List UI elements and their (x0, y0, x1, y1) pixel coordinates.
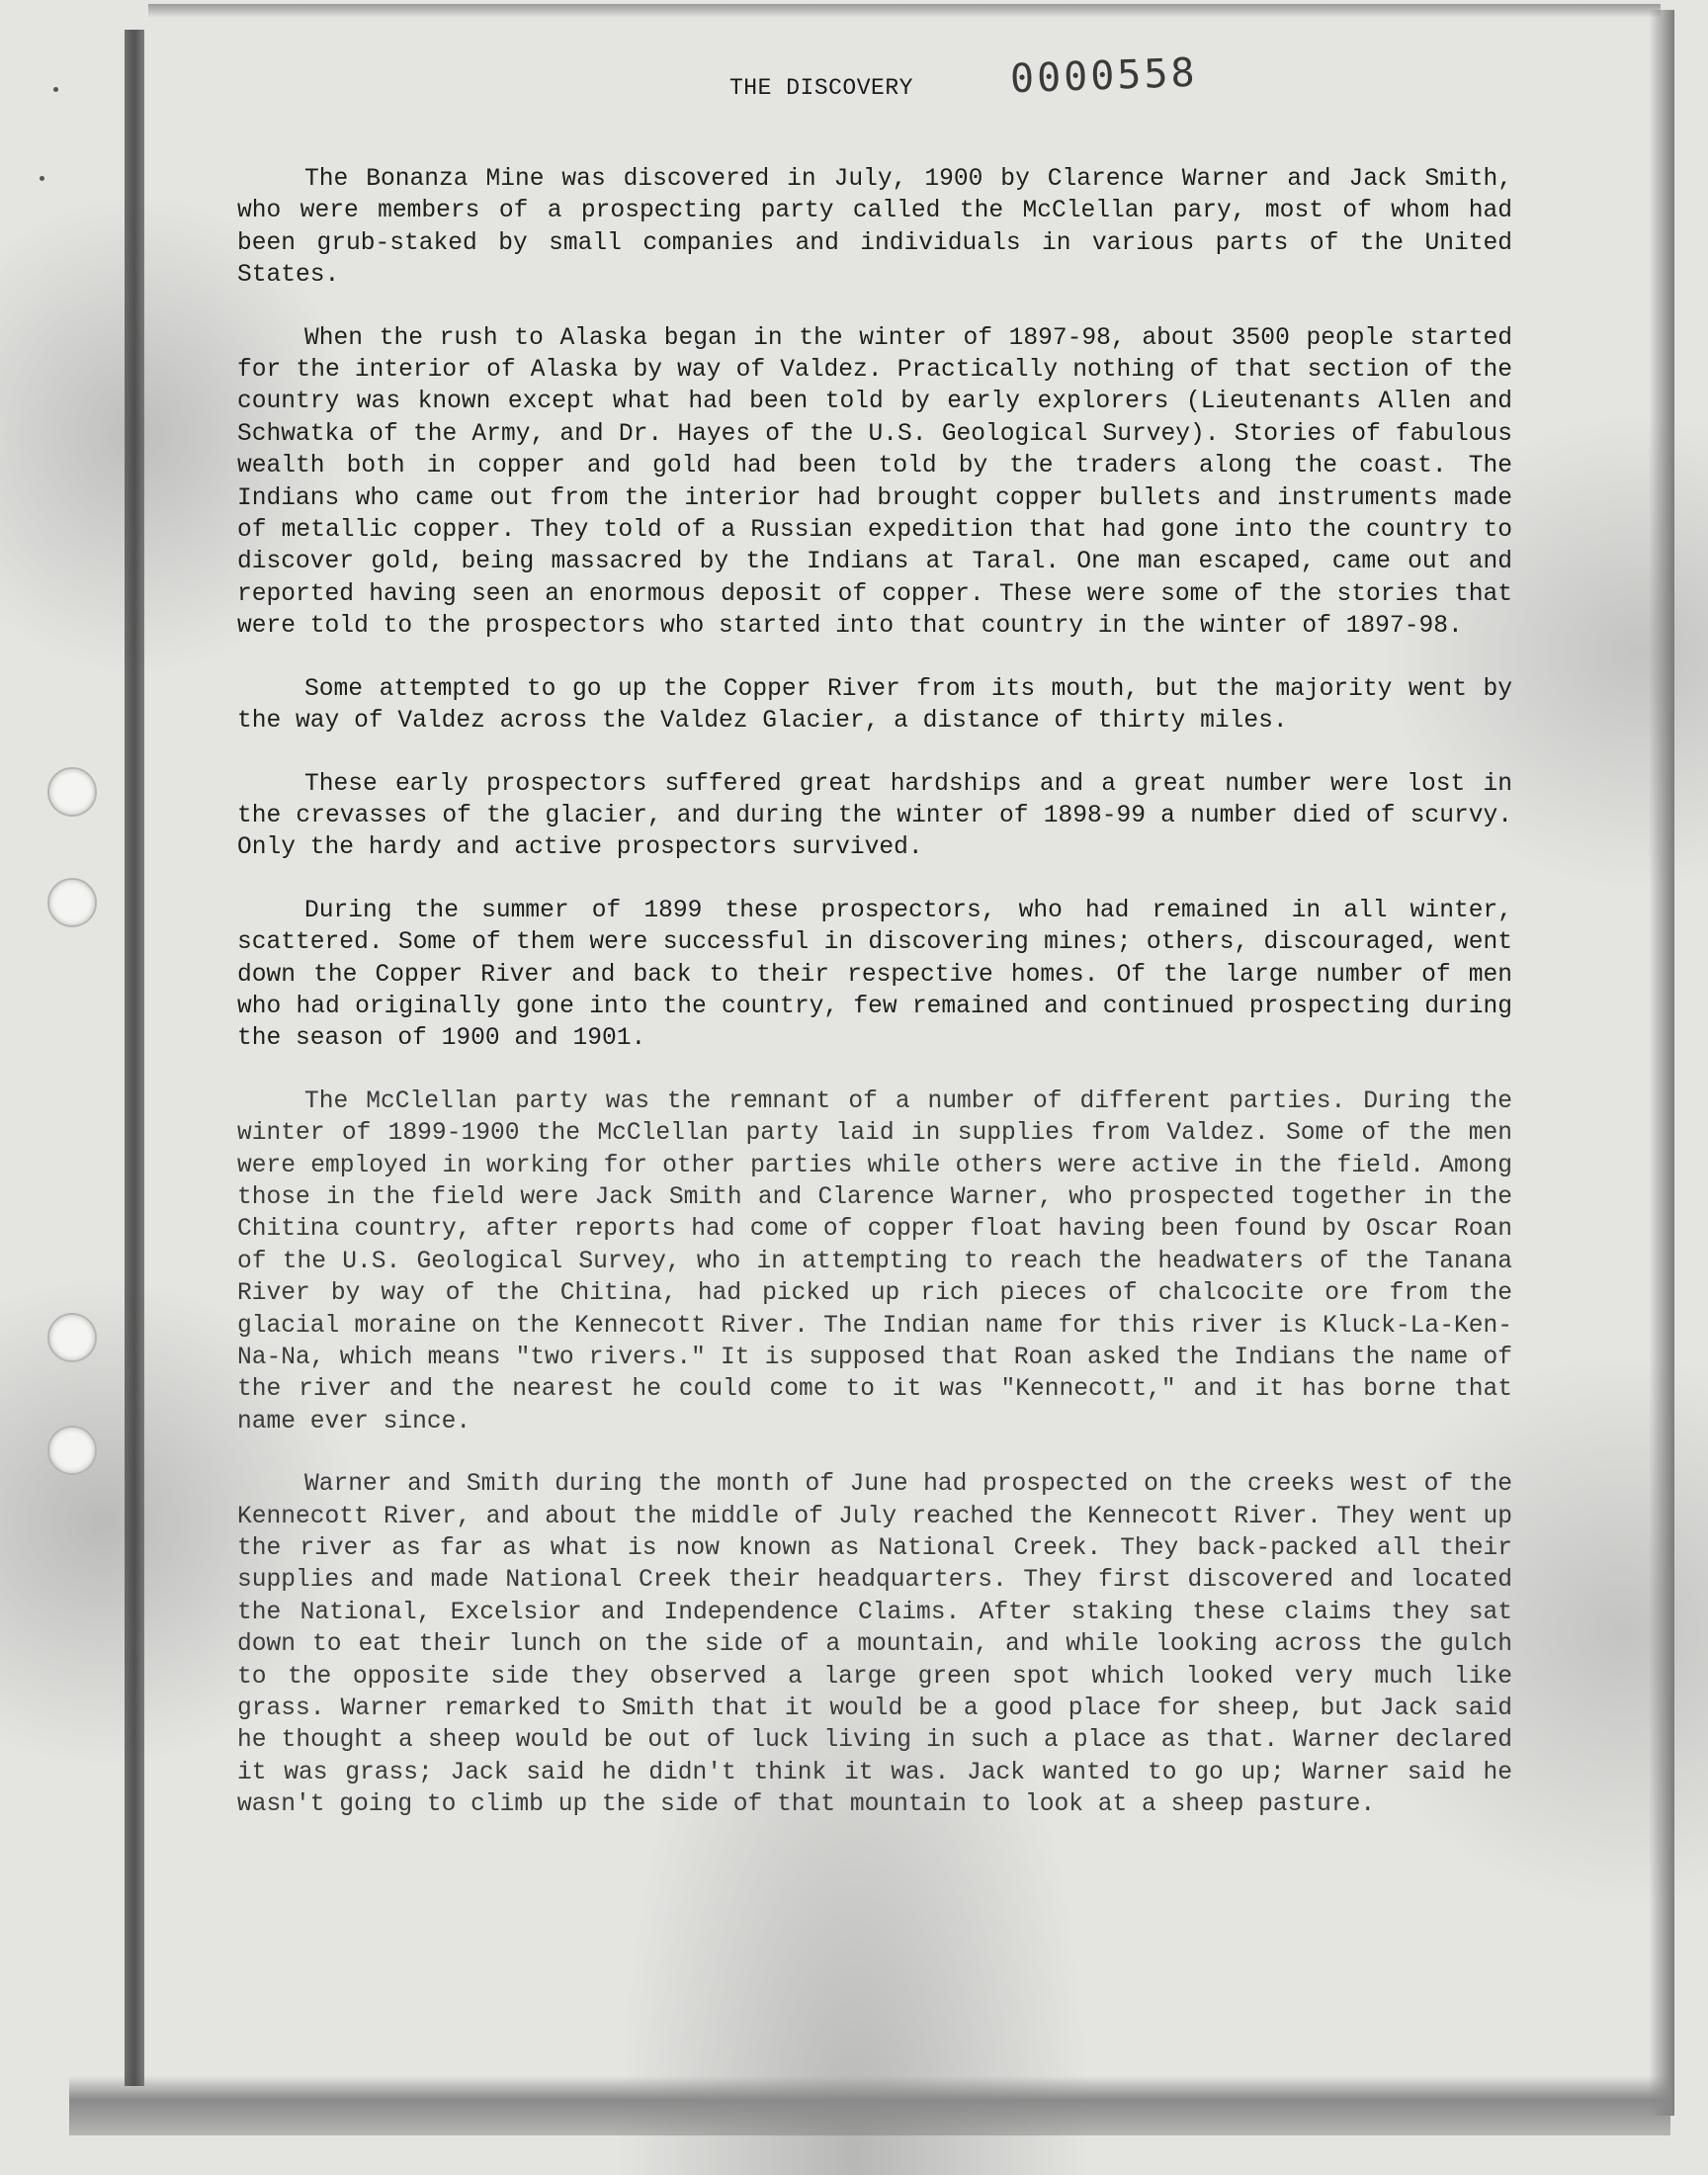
paragraph: When the rush to Alaska began in the winter of 1897-98, about 3500 people started for the interior of Alaska by way of Valdez. Practically nothing of that section of the country was known except what had been told by early explorers (Lieutenants Allen and Schwatka of the Army, and Dr. Hayes of the U.S. Geological Survey). Stories of fabulous wealth both in copper and gold had been told by the traders along the coast. The Indians who came out from the interior had brought copper bullets and instruments made of metallic copper. They told of a Russian expedition that had gone into the country to discover gold, being massacred by the Indians at Taral. One man escaped, came out and reported having seen an enormous deposit of copper. These were some of the stories that were told to the prospectors who started into that country in the winter of 1897-98. (237, 324, 1512, 641)
page-title: THE DISCOVERY (729, 75, 913, 101)
punch-hole (47, 1426, 97, 1475)
top-scan-shadow (148, 4, 1661, 18)
paragraph: During the summer of 1899 these prospectors, who had remained in all winter, scattered. Some of them were successful in discovering mines; others, discouraged, went down the Copper River and back to their respective homes. Of the large number of men who had originally gone into the country, few remained and continued prospecting during the season of 1900 and 1901. (237, 897, 1512, 1053)
punch-hole (47, 1313, 97, 1362)
punch-hole (47, 767, 97, 817)
paragraph: Some attempted to go up the Copper River from its mouth, but the majority went by the way of Valdez across the Valdez Glacier, a distance of thirty miles. (237, 675, 1512, 736)
right-scan-shadow (1649, 10, 1674, 2116)
dust-speck (40, 176, 44, 181)
paragraph: Warner and Smith during the month of June had prospected on the creeks west of the Kennecott River, and about the middle of July reached the Kennecott River. They went up the river as far as what is now known as National Creek. They back-packed all their supplies and made National Creek their headquarters. They first discovered and located the National, Excelsior and Independence Claims. After staking these claims they sat down to eat their lunch on the side of a mountain, and while looking across the gulch to the opposite side they observed a large green spot which looked very much like grass. Warner remarked to Smith that it would be a good place for sheep, but Jack said he thought a sheep would be out of luck living in such a place as that. Warner declared it was grass; Jack said he didn't think it was. Jack wanted to go up; Warner said he wasn't going to climb up the side of that mountain to look at a sheep pasture. (237, 1471, 1512, 1819)
paragraph: These early prospectors suffered great hardships and a great number were lost in the crevasses of the glacier, and during the winter of 1898-99 a number died of scurvy. Only the hardy and active prospectors survived. (237, 770, 1512, 862)
body-text (237, 164, 1512, 1853)
punch-hole (47, 878, 97, 927)
bottom-scan-shadow (69, 2076, 1670, 2135)
paragraph: The McClellan party was the remnant of a number of different parties. During the winter of 1899-1900 the McClellan party laid in supplies from Valdez. Some of the men were employed in working for other parties while others were active in the field. Among those in the field were Jack Smith and Clarence Warner, who prospected together in the Chitina country, after reports had come of copper float having been found by Oscar Roan of the U.S. Geological Survey, who in attempting to reach the headwaters of the Tanana River by way of the Chitina, had picked up rich pieces of chalcocite ore from the glacial moraine on the Kennecott River. The Indian name for this river is Kluck-La-Ken-Na-Na, which means "two rivers." It is supposed that Roan asked the Indians the name of the river and the nearest he could come to it was "Kennecott," and it has borne that name ever since. (237, 1088, 1512, 1436)
document-number-stamp: 0000558 (1009, 49, 1199, 103)
dust-speck (53, 87, 58, 92)
paragraph: The Bonanza Mine was discovered in July, 1900 by Clarence Warner and Jack Smith, who were members of a prospecting party called the McClellan pary, most of whom had been grub-staked by small companies and individuals in various parts of the United States. (237, 166, 1512, 290)
binding-bar (125, 30, 144, 2086)
